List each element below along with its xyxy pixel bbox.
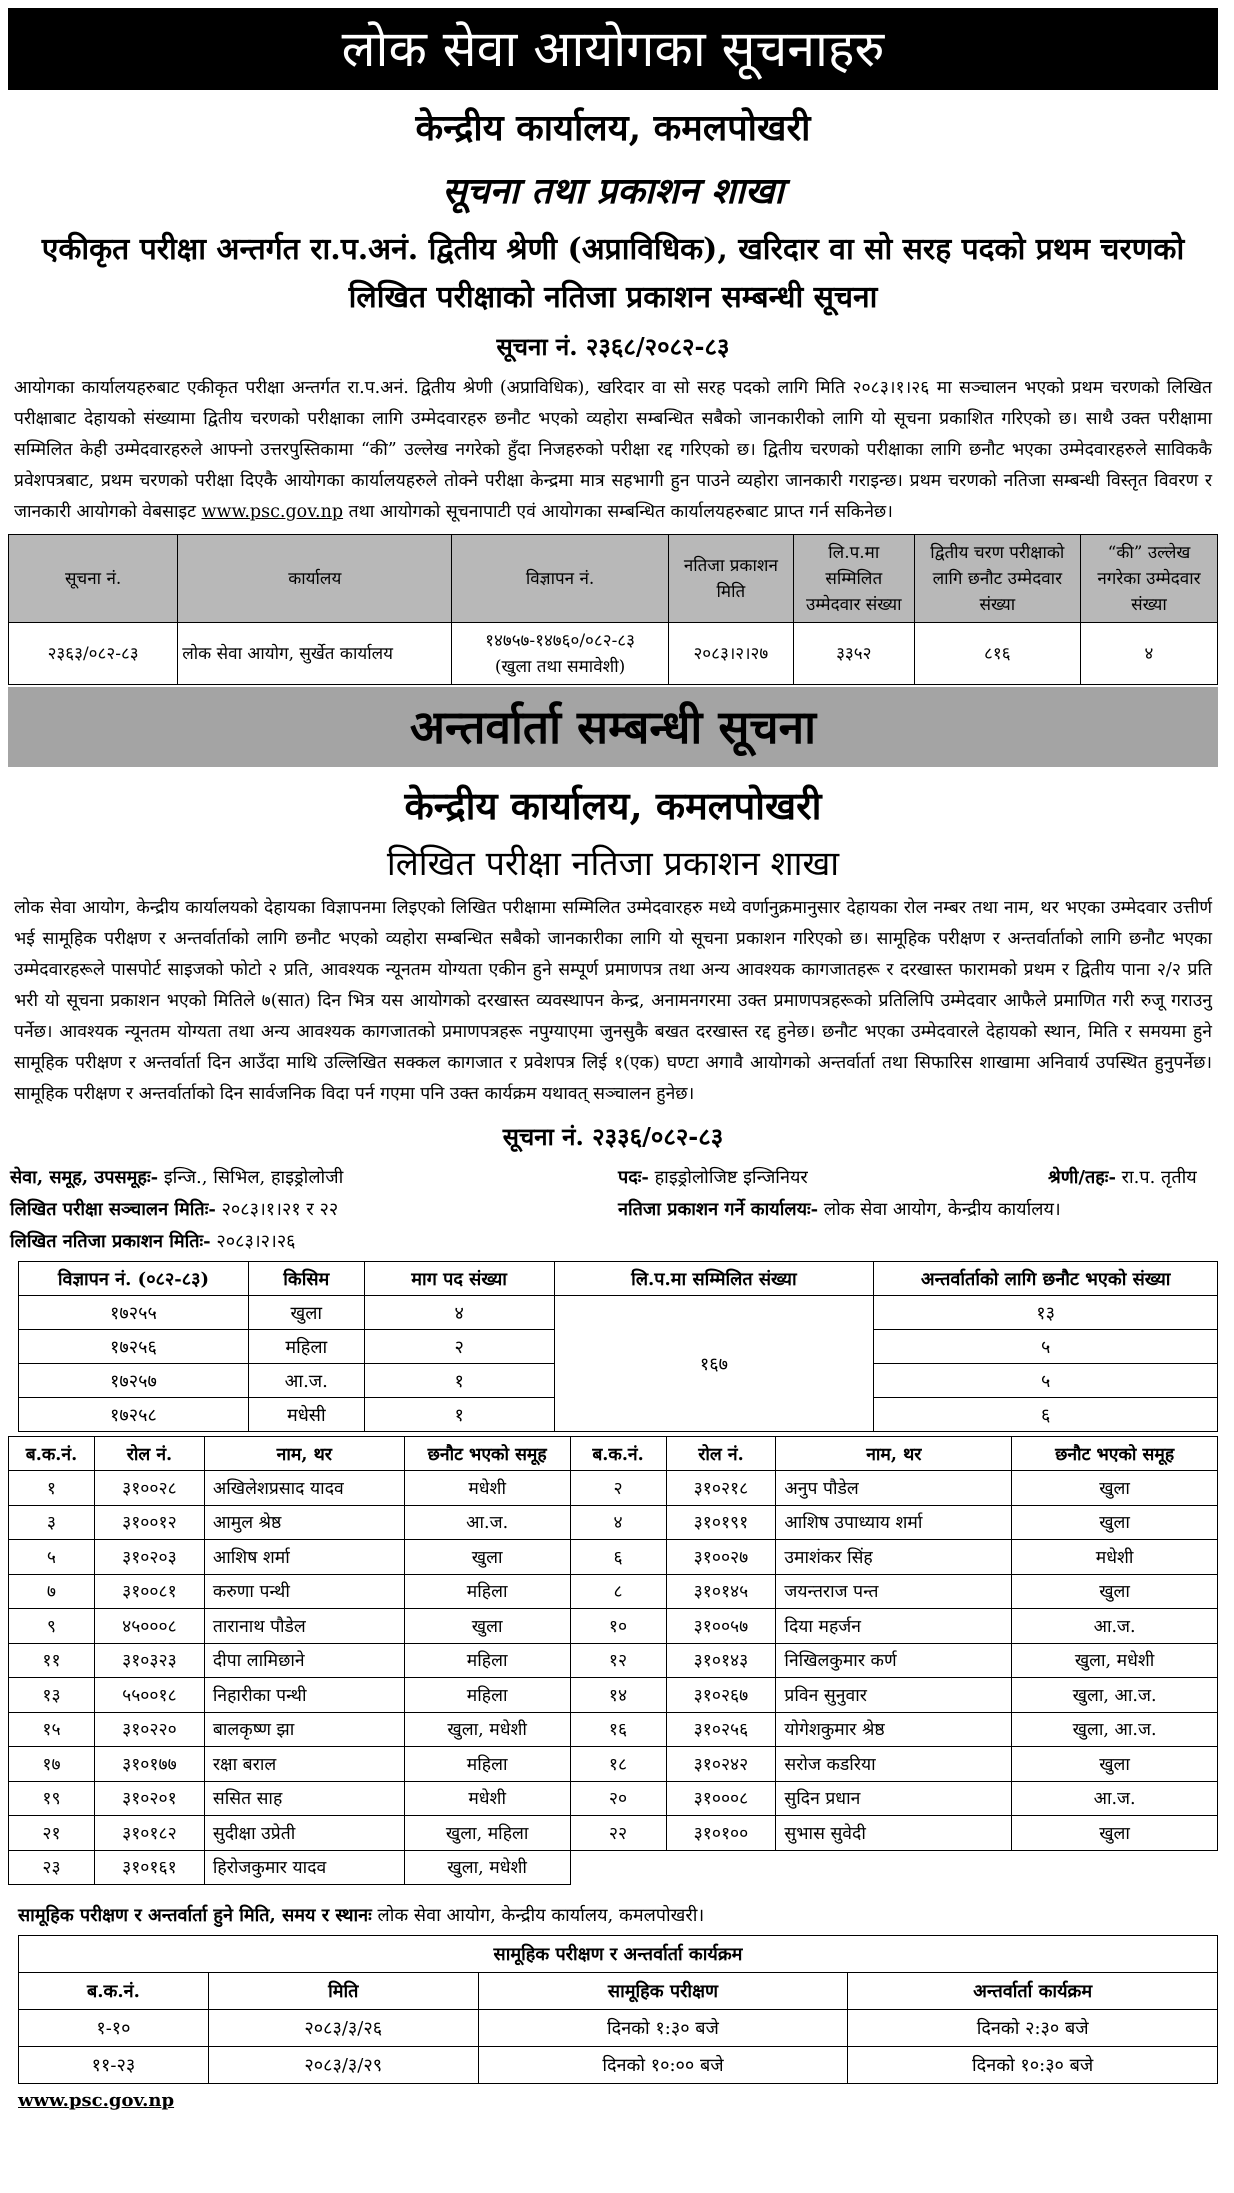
table-cell: खुला, आ.ज. bbox=[1012, 1712, 1218, 1747]
table-cell: आ.ज. bbox=[404, 1505, 570, 1540]
schedule-table-header bbox=[19, 1973, 1218, 2010]
table-cell: योगेशकुमार श्रेष्ठ bbox=[776, 1712, 1012, 1747]
table-cell: ३१००२८ bbox=[94, 1471, 204, 1506]
table-cell: आशिष शर्मा bbox=[204, 1540, 404, 1575]
table-cell: खुला bbox=[1012, 1574, 1218, 1609]
notice1-paragraph bbox=[8, 373, 1218, 528]
table-cell: तारानाथ पौडेल bbox=[204, 1609, 404, 1644]
table-cell: महिला bbox=[248, 1330, 364, 1364]
table-cell: खुला, आ.ज. bbox=[1012, 1678, 1218, 1713]
table-cell: ८१६ bbox=[914, 623, 1080, 685]
venue-value: लोक सेवा आयोग, केन्द्रीय कार्यालय, कमलपोखरी। bbox=[371, 1905, 705, 1926]
schedule-table bbox=[18, 1935, 1218, 2084]
column-header: सामूहिक परीक्षण bbox=[478, 1973, 848, 2010]
column-header: अन्तर्वार्ताको लागि छनौट भएको संख्या bbox=[874, 1262, 1218, 1296]
table-row bbox=[9, 1643, 1218, 1678]
table-cell: १७२५६ bbox=[19, 1330, 249, 1364]
office-heading: केन्द्रीय कार्यालय, कमलपोखरी bbox=[415, 107, 811, 149]
table-cell: १ bbox=[364, 1398, 554, 1432]
table-cell: महिला bbox=[404, 1678, 570, 1713]
table-cell: हिरोजकुमार यादव bbox=[204, 1850, 404, 1885]
table-cell: १० bbox=[570, 1609, 666, 1644]
adv-type: (खुला तथा समावेशी) bbox=[494, 656, 626, 677]
table-cell: ११-२३ bbox=[19, 2047, 209, 2084]
table-cell: १७ bbox=[9, 1747, 95, 1782]
venue-label: सामूहिक परीक्षण र अन्तर्वार्ता हुने मिति, समय र स्थानः bbox=[18, 1905, 372, 1926]
table-cell: ४५०००८ bbox=[94, 1609, 204, 1644]
table-cell: १४ bbox=[570, 1678, 666, 1713]
adv-number: १४७५७-१४७६०/०८२-८३ bbox=[485, 630, 635, 651]
result-office-value: लोक सेवा आयोग, केन्द्रीय कार्यालय। bbox=[818, 1199, 1061, 1220]
table-row bbox=[9, 1712, 1218, 1747]
column-header: रोल नं. bbox=[666, 1437, 776, 1471]
table-cell: ४ bbox=[570, 1505, 666, 1540]
table-cell: ५ bbox=[9, 1540, 95, 1575]
table-cell: अखिलेशप्रसाद यादव bbox=[204, 1471, 404, 1506]
table-cell: मधेसी bbox=[248, 1398, 364, 1432]
schedule-title-row bbox=[19, 1936, 1218, 1973]
column-header: कार्यालय bbox=[178, 535, 452, 623]
table-cell: खुला bbox=[1012, 1505, 1218, 1540]
table-cell: २ bbox=[570, 1471, 666, 1506]
table-cell: २१ bbox=[9, 1816, 95, 1851]
result-office-info bbox=[618, 1197, 1061, 1221]
table-cell: ३३५२ bbox=[793, 623, 914, 685]
column-header: सूचना नं. bbox=[9, 535, 178, 623]
table-cell: ३१००१२ bbox=[94, 1505, 204, 1540]
service-info bbox=[10, 1165, 343, 1189]
table-cell: सुभास सुवेदी bbox=[776, 1816, 1012, 1851]
interview-section-heading: लिखित परीक्षा नतिजा प्रकाशन शाखा bbox=[386, 844, 840, 884]
column-header: विज्ञापन नं. (०८२-८३) bbox=[19, 1262, 249, 1296]
interview-office-heading: केन्द्रीय कार्यालय, कमलपोखरी bbox=[404, 783, 822, 828]
schedule-title: सामूहिक परीक्षण र अन्तर्वार्ता कार्यक्रम bbox=[19, 1936, 1218, 1973]
table-cell: खुला bbox=[1012, 1816, 1218, 1851]
table-cell: दिनको १:३० बजे bbox=[478, 2010, 848, 2047]
exam-date-label: लिखित परीक्षा सञ्चालन मितिः- bbox=[10, 1199, 216, 1220]
table-cell: आ.ज. bbox=[248, 1364, 364, 1398]
column-header: नाम, थर bbox=[204, 1437, 404, 1471]
table-cell: करुणा पन्थी bbox=[204, 1574, 404, 1609]
table-cell: ३१०१९१ bbox=[666, 1505, 776, 1540]
column-header: अन्तर्वार्ता कार्यक्रम bbox=[848, 1973, 1218, 2010]
exam-date-info bbox=[10, 1197, 338, 1221]
column-header: विज्ञापन नं. bbox=[452, 535, 669, 623]
column-header: छनौट भएको समूह bbox=[1012, 1437, 1218, 1471]
table-cell: १९ bbox=[9, 1781, 95, 1816]
table-cell: ७ bbox=[9, 1574, 95, 1609]
table-cell: सुदीक्षा उप्रेती bbox=[204, 1816, 404, 1851]
table-cell: ३१००२७ bbox=[666, 1540, 776, 1575]
table-cell: ३१०१६१ bbox=[94, 1850, 204, 1885]
result-office-label: नतिजा प्रकाशन गर्ने कार्यालयः- bbox=[618, 1199, 819, 1220]
table-cell: ३१०१७७ bbox=[94, 1747, 204, 1782]
advertisement-table bbox=[18, 1261, 1218, 1432]
column-header: ब.क.नं. bbox=[9, 1437, 95, 1471]
table-cell: अनुप पौडेल bbox=[776, 1471, 1012, 1506]
website-link[interactable]: www.psc.gov.np bbox=[201, 502, 344, 522]
post-info bbox=[618, 1165, 808, 1189]
notice1-text: आयोगका कार्यालयहरुबाट एकीकृत परीक्षा अन्तर्गत रा.प.अनं. द्वितीय श्रेणी (अप्राविधिक), खरिदार वा सो सरह पदको लागि मिति २०८३।१।२६ मा सञ्चालन भएको प्रथम चरणको लिखित परीक्षाबाट देहायको संख्यामा द्वितीय चरणको परीक्षाका लागि उम्मेदवारहरु छनौट भएको व्यहोरा सम्बन्धित सबैको जानकारीको लागि यो सूचना प्रकाशित गरिएको छ। साथै उक्त परीक्षामा सम्मिलित केही उम्मेदवारहरुले आफ्नो उत्तरपुस्तिकामा “की” उल्लेख नगरेको हुँदा निजहरुको परीक्षा रद्द गरिएको छ। द्वितीय चरणको परीक्षाका लागि छनौट भएका उम्मेदवारहरुले साविककै प्रवेशपत्रबाट, प्रथम चरणको परीक्षा दिएकै आयोगका कार्यालयहरुले तोक्ने परीक्षा केन्द्रमा मात्र सहभागी हुन पाउने व्यहोरा जानकारी गराइन्छ। प्रथम चरणको नतिजा सम्बन्धी विस्तृत विवरण र जानकारी आयोगको वेबसाइट bbox=[14, 378, 1212, 522]
table-cell: ३१०२२० bbox=[94, 1712, 204, 1747]
table-cell: आमुल श्रेष्ठ bbox=[204, 1505, 404, 1540]
table-cell: १७२५७ bbox=[19, 1364, 249, 1398]
candidates-table-header bbox=[9, 1437, 1218, 1471]
table-cell: महिला bbox=[404, 1574, 570, 1609]
table-cell: लोक सेवा आयोग, सुर्खेत कार्यालय bbox=[178, 623, 452, 685]
table-row bbox=[9, 1609, 1218, 1644]
result-date-value: २०८३।२।२६ bbox=[210, 1231, 296, 1252]
table-cell: सरोज कडरिया bbox=[776, 1747, 1012, 1782]
table-cell: ३१०१४३ bbox=[666, 1643, 776, 1678]
table-cell: आ.ज. bbox=[1012, 1609, 1218, 1644]
table-cell: १३ bbox=[874, 1296, 1218, 1330]
table-cell: ४ bbox=[1080, 623, 1217, 685]
table-cell: ५५००१८ bbox=[94, 1678, 204, 1713]
table-cell: २२ bbox=[570, 1816, 666, 1851]
total-appeared-cell: १६७ bbox=[554, 1296, 874, 1432]
empty-cell bbox=[1012, 1850, 1218, 1885]
empty-cell bbox=[666, 1850, 776, 1885]
column-header: नाम, थर bbox=[776, 1437, 1012, 1471]
table-cell: महिला bbox=[404, 1643, 570, 1678]
exam-date-value: २०८३।१।२१ र २२ bbox=[215, 1199, 339, 1220]
table-row bbox=[19, 2047, 1218, 2084]
table-cell: खुला bbox=[404, 1540, 570, 1575]
table-cell: ३१०१४५ bbox=[666, 1574, 776, 1609]
table-cell: दिनको १०:०० बजे bbox=[478, 2047, 848, 2084]
table-cell: ३१०००८ bbox=[666, 1781, 776, 1816]
service-label: सेवा, समूह, उपसमूहः- bbox=[10, 1167, 159, 1188]
interview-notice-number: सूचना नं. २३३६/०८२-८३ bbox=[502, 1122, 724, 1151]
table-cell: १८ bbox=[570, 1747, 666, 1782]
table-row bbox=[9, 1850, 1218, 1885]
table-cell: ३१०२०१ bbox=[94, 1781, 204, 1816]
table-row bbox=[9, 1540, 1218, 1575]
table-cell: १६ bbox=[570, 1712, 666, 1747]
table-cell: १-१० bbox=[19, 2010, 209, 2047]
candidates-table bbox=[8, 1436, 1218, 1885]
table-cell: खुला bbox=[1012, 1471, 1218, 1506]
interview-paragraph: लोक सेवा आयोग, केन्द्रीय कार्यालयको देहायका विज्ञापनमा लिइएको लिखित परीक्षामा सम्मिलित उम्मेदवारहरु मध्ये वर्णानुक्रमानुसार देहायका रोल नम्बर तथा नाम, थर भएका उम्मेदवार उत्तीर्ण भई सामूहिक परीक्षण र अन्तर्वार्ताको लागि छनौट भएको व्यहोरा सम्बन्धित सबैको जानकारीका लागि यो सूचना प्रकाशन गरिएको छ। सामूहिक परीक्षण र अन्तर्वार्ताको लागि छनौट भएका उम्मेदवारहरूले पासपोर्ट साइजको फोटो २ प्रति, आवश्यक न्यूनतम योग्यता एकीन हुने सम्पूर्ण प्रमाणपत्र तथा अन्य आवश्यक कागजातहरू र दरखास्त फारामको प्रथम र द्वितीय पाना २/२ प्रति भरी यो सूचना प्रकाशन भएको मितिले ७(सात) दिन भित्र यस आयोगको दरखास्त व्यवस्थापन केन्द्र, अनामनगरमा उक्त प्रमाणपत्रहरूको प्रतिलिपि उम्मेदवार आफैले प्रमाणित गरी रुजू गराउनु पर्नेछ। आवश्यक न्यूनतम योग्यता तथा अन्य आवश्यक कागजातको प्रमाणपत्रहरू नपुग्याएमा जुनसुकै बखत दरखास्त रद्द हुनेछ। छनौट भएका उम्मेदवारले देहायको स्थान, मिति र समयमा हुने सामूहिक परीक्षण र अन्तर्वार्ता दिन आउँदा माथि उल्लिखित सक्कल कागजात र प्रवेशपत्र लिई १(एक) घण्टा अगावै आयोगको अन्तर्वार्ता तथा सिफारिस शाखामा अनिवार्य उपस्थित हुनुपर्नेछ। सामूहिक परीक्षण र अन्तर्वार्ताको दिन सार्वजनिक विदा पर्न गएमा पनि उक्त कार्यक्रम यथावत् सञ्चालन हुनेछ। bbox=[14, 898, 1212, 1104]
interview-banner: अन्तर्वार्ता सम्बन्धी सूचना bbox=[8, 687, 1218, 767]
class-label: श्रेणी/तहः- bbox=[1048, 1167, 1116, 1188]
exam-info bbox=[8, 1161, 1218, 1279]
notice-title bbox=[8, 226, 1218, 322]
table-cell: ८ bbox=[570, 1574, 666, 1609]
column-header: मिति bbox=[208, 1973, 478, 2010]
post-label: पदः- bbox=[618, 1167, 649, 1188]
table-cell: २० bbox=[570, 1781, 666, 1816]
empty-cell bbox=[776, 1850, 1012, 1885]
table-cell: मधेशी bbox=[1012, 1540, 1218, 1575]
table-cell: खुला, मधेशी bbox=[1012, 1643, 1218, 1678]
table-cell: दीपा लामिछाने bbox=[204, 1643, 404, 1678]
column-header: ब.क.नं. bbox=[570, 1437, 666, 1471]
table-cell: ३ bbox=[9, 1505, 95, 1540]
table-cell: ३१०२०३ bbox=[94, 1540, 204, 1575]
table-cell: खुला, मधेशी bbox=[404, 1850, 570, 1885]
notice-title-line2: लिखित परीक्षाको नतिजा प्रकाशन सम्बन्धी सूचना bbox=[348, 280, 878, 315]
table-cell: ६ bbox=[570, 1540, 666, 1575]
table-cell: ससित साह bbox=[204, 1781, 404, 1816]
table-cell: आ.ज. bbox=[1012, 1781, 1218, 1816]
table-cell: ३१०२६७ bbox=[666, 1678, 776, 1713]
table-cell: १७२५५ bbox=[19, 1296, 249, 1330]
table-cell: ४ bbox=[364, 1296, 554, 1330]
table-cell: ६ bbox=[874, 1398, 1218, 1432]
table-cell: ९ bbox=[9, 1609, 95, 1644]
table-cell: २०८३।२।२७ bbox=[668, 623, 793, 685]
table-cell: मधेशी bbox=[404, 1781, 570, 1816]
table-cell: १५ bbox=[9, 1712, 95, 1747]
table-cell: २०८३/३/२९ bbox=[208, 2047, 478, 2084]
table-cell: २०८३/३/२६ bbox=[208, 2010, 478, 2047]
venue-info bbox=[8, 1903, 1218, 1927]
class-info bbox=[1048, 1165, 1197, 1189]
footer-website-link[interactable]: www.psc.gov.np bbox=[18, 2090, 175, 2111]
table-row bbox=[9, 1747, 1218, 1782]
table-cell: खुला, मधेशी bbox=[404, 1712, 570, 1747]
table-cell: खुला bbox=[1012, 1747, 1218, 1782]
table-row bbox=[9, 1678, 1218, 1713]
notice-title-line1: एकीकृत परीक्षा अन्तर्गत रा.प.अनं. द्वितीय श्रेणी (अप्राविधिक), खरिदार वा सो सरह पदको प्रथम चरणको bbox=[41, 232, 1185, 267]
service-value: इन्जि., सिभिल, हाइड्रोलोजी bbox=[158, 1167, 344, 1188]
table-cell: बालकृष्ण झा bbox=[204, 1712, 404, 1747]
post-value: हाइड्रोलोजिष्ट इन्जिनियर bbox=[648, 1167, 808, 1188]
column-header: रोल नं. bbox=[94, 1437, 204, 1471]
table-cell: ३१०२१८ bbox=[666, 1471, 776, 1506]
table-row bbox=[9, 1471, 1218, 1506]
table-cell: दिया महर्जन bbox=[776, 1609, 1012, 1644]
table-cell: जयन्तराज पन्त bbox=[776, 1574, 1012, 1609]
table-row bbox=[19, 1296, 1218, 1330]
table-row bbox=[19, 2010, 1218, 2047]
table-cell: महिला bbox=[404, 1747, 570, 1782]
section-heading: सूचना तथा प्रकाशन शाखा bbox=[442, 170, 784, 212]
column-header: माग पद संख्या bbox=[364, 1262, 554, 1296]
candidates-table-body bbox=[9, 1471, 1218, 1885]
table-row bbox=[9, 1505, 1218, 1540]
table-cell: आशिष उपाध्याय शर्मा bbox=[776, 1505, 1012, 1540]
table-cell: निखिलकुमार कर्ण bbox=[776, 1643, 1012, 1678]
notice-number: सूचना नं. २३६८/२०८२-८३ bbox=[496, 332, 730, 361]
table-cell: निहारीका पन्थी bbox=[204, 1678, 404, 1713]
table-cell: खुला, महिला bbox=[404, 1816, 570, 1851]
table-cell: दिनको २:३० बजे bbox=[848, 2010, 1218, 2047]
empty-cell bbox=[570, 1850, 666, 1885]
page-banner: लोक सेवा आयोगका सूचनाहरु bbox=[8, 8, 1218, 90]
result-table-header bbox=[9, 535, 1218, 623]
column-header: नतिजा प्रकाशन मिति bbox=[668, 535, 793, 623]
table-cell: ३१००८१ bbox=[94, 1574, 204, 1609]
table-row bbox=[9, 1574, 1218, 1609]
table-cell: दिनको १०:३० बजे bbox=[848, 2047, 1218, 2084]
column-header: ब.क.नं. bbox=[19, 1973, 209, 2010]
column-header: किसिम bbox=[248, 1262, 364, 1296]
table-cell: २३ bbox=[9, 1850, 95, 1885]
table-cell: २३६३/०८२-८३ bbox=[9, 623, 178, 685]
result-date-label: लिखित नतिजा प्रकाशन मितिः- bbox=[10, 1231, 211, 1252]
result-date-info bbox=[10, 1229, 296, 1253]
table-cell: १२ bbox=[570, 1643, 666, 1678]
table-cell bbox=[452, 623, 669, 685]
table-cell: ५ bbox=[874, 1364, 1218, 1398]
table-cell: ११ bbox=[9, 1643, 95, 1678]
table-cell: रक्षा बराल bbox=[204, 1747, 404, 1782]
table-cell: खुला bbox=[248, 1296, 364, 1330]
table-cell: ३१०२५६ bbox=[666, 1712, 776, 1747]
table-cell: २ bbox=[364, 1330, 554, 1364]
table-cell: खुला bbox=[404, 1609, 570, 1644]
table-row bbox=[9, 1816, 1218, 1851]
column-header: “की” उल्लेख नगरेका उम्मेदवार संख्या bbox=[1080, 535, 1217, 623]
table-cell: ५ bbox=[874, 1330, 1218, 1364]
class-value: रा.प. तृतीय bbox=[1115, 1167, 1197, 1188]
table-cell: ३१०१८२ bbox=[94, 1816, 204, 1851]
table-row bbox=[9, 623, 1218, 685]
table-row bbox=[9, 1781, 1218, 1816]
column-header: छनौट भएको समूह bbox=[404, 1437, 570, 1471]
column-header: द्वितीय चरण परीक्षाको लागि छनौट उम्मेदवार संख्या bbox=[914, 535, 1080, 623]
table-cell: ३१००५७ bbox=[666, 1609, 776, 1644]
table-cell: १ bbox=[364, 1364, 554, 1398]
table-cell: ३१०२४२ bbox=[666, 1747, 776, 1782]
table-cell: उमाशंकर सिंह bbox=[776, 1540, 1012, 1575]
table-cell: १७२५८ bbox=[19, 1398, 249, 1432]
table-cell: १३ bbox=[9, 1678, 95, 1713]
table-cell: सुदिन प्रधान bbox=[776, 1781, 1012, 1816]
table-cell: १ bbox=[9, 1471, 95, 1506]
table-cell: ३१०३२३ bbox=[94, 1643, 204, 1678]
table-cell: प्रविन सुनुवार bbox=[776, 1678, 1012, 1713]
column-header: लि.प.मा सम्मिलित संख्या bbox=[554, 1262, 874, 1296]
column-header: लि.प.मा सम्मिलित उम्मेदवार संख्या bbox=[793, 535, 914, 623]
table-cell: मधेशी bbox=[404, 1471, 570, 1506]
result-table bbox=[8, 534, 1218, 685]
notice1-text-end: तथा आयोगको सूचनापाटी एवं आयोगका सम्बन्धित कार्यालयहरुबाट प्राप्त गर्न सकिनेछ। bbox=[348, 502, 893, 522]
table-cell: ३१०१०० bbox=[666, 1816, 776, 1851]
